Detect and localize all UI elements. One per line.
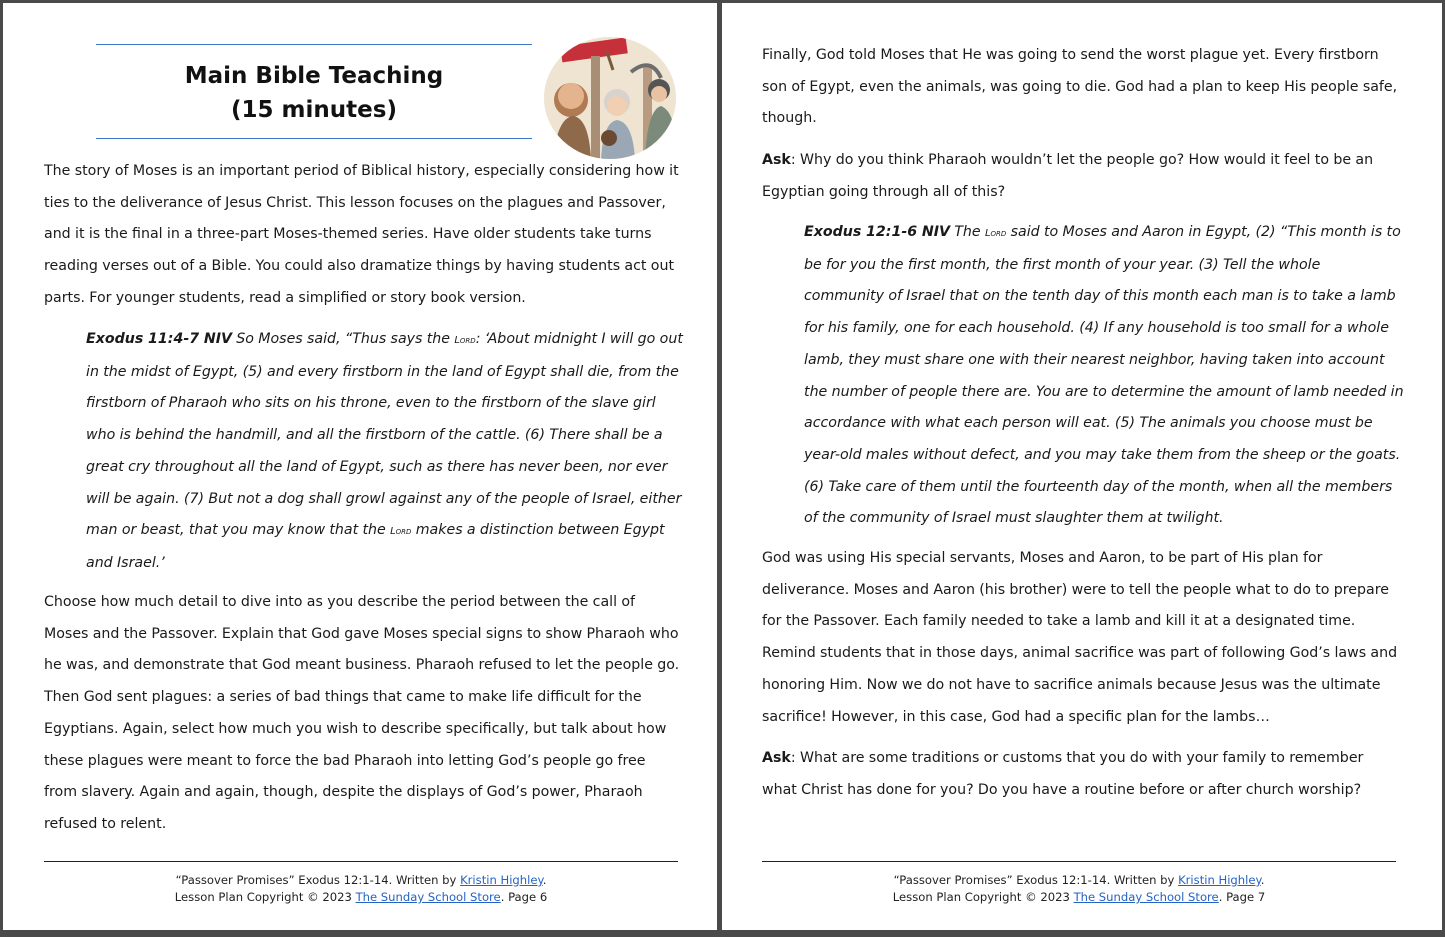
footer-line-1 [44, 872, 678, 889]
page-number: . Page 6 [500, 890, 548, 904]
ask-label: Ask [762, 152, 791, 168]
passover-intro-paragraph: Finally, God told Moses that He was going to send the worst plague yet. Every firstborn son of Egypt, even the animals, was going to die. God had a plan to keep His people safe, though. [762, 47, 1398, 127]
ask-question-2 [762, 743, 1402, 806]
lord-smallcaps: Lord [984, 228, 1007, 239]
footer-punct: . [1260, 873, 1265, 887]
deliverance-paragraph: God was using His special servants, Moses and Aaron, to be part of His plan for deliverance. Moses and Aaron (his brother) were to tell the people what to do to prepare for the Passover. Each family needed to take a lamb and kill it at a designated time. Remind students that in those days, animal sacrifice was part of following God’s laws and honoring Him. Now we do not have to sacrifice animals because Jesus was the ultimate sacrifice! However, in this case, God had a specific plan for the lambs… [762, 550, 1398, 725]
scripture-text-a: So Moses said, “Thus says the [231, 331, 455, 347]
section-title-line2: (15 minutes) [231, 97, 397, 123]
store-link[interactable]: The Sunday School Store [1073, 890, 1219, 904]
passover-doorpost-illustration [543, 36, 677, 160]
lord-smallcaps: Lord [390, 526, 412, 538]
scripture-text-a: The [949, 224, 985, 240]
footer-line-2 [44, 889, 678, 906]
lord-smallcaps: Lord [454, 335, 476, 346]
footer-credit-text: “Passover Promises” Exodus 12:1-14. Written by [175, 873, 461, 887]
ask-label: Ask [762, 750, 791, 766]
page-7 [722, 3, 1442, 930]
scripture-text-b: said to Moses and Aaron in Egypt, (2) “This month is to be for you the first month, the first month of your year. (3) Tell the whole community of Israel that on the tenth day of this month each man is to take a lamb for his family, one for each household. (4) If any household is too small for a whole lamb, they must share one with their nearest neighbor, having taken into account the number of people there are. You are to determine the amount of lamb needed in accordance with what each person will eat. (5) The animals you choose must be year-old males without defect, and you may take them from the sheep or the goats. (6) Take care of them until the fourteenth day of the month, when all the members of the community of Israel must slaughter them at twilight. [804, 224, 1404, 527]
footer-rule [44, 861, 678, 862]
author-link[interactable]: Kristin Highley [1178, 873, 1261, 887]
page-number: . Page 7 [1218, 890, 1266, 904]
store-link[interactable]: The Sunday School Store [355, 890, 501, 904]
footer-copyright-text: Lesson Plan Copyright © 2023 [892, 890, 1074, 904]
ask-question-1 [762, 145, 1402, 208]
ask-text: : What are some traditions or customs that you do with your family to remember what Christ has done for you? Do you have a routine before or after church worship? [762, 750, 1364, 798]
section-title-line1: Main Bible Teaching [184, 63, 444, 89]
intro-paragraph: The story of Moses is an important period of Biblical history, especially considering how it ties to the deliverance of Jesus Christ. This lesson focuses on the plagues and Passover, and it is the final in a three-part Moses-themed series. Have older students take turns reading verses out of a Bible. You could also dramatize things by having students act out parts. For younger students, read a simplified or story book version. [44, 163, 679, 306]
page-footer [762, 872, 1396, 906]
footer-punct: . [542, 873, 547, 887]
scripture-exodus-12 [804, 217, 1404, 535]
footer-line-2 [762, 889, 1396, 906]
scripture-text-b: : ‘About midnight I will go out in the midst of Egypt, (5) and every firstborn in the land of Egypt shall die, from the firstborn of Pharaoh who sits on his throne, even to the firstborn of the slave girl who is behind the handmill, and all the firstborn of the cattle. (6) There shall be a great cry throughout all the land of Egypt, such as there has never been, nor ever will be again. (7) But not a dog shall growl against any of the people of Israel, either man or beast, that you may know that the [86, 331, 683, 539]
footer-credit-text: “Passover Promises” Exodus 12:1-14. Written by [893, 873, 1179, 887]
scripture-exodus-11 [86, 324, 684, 580]
footer-copyright-text: Lesson Plan Copyright © 2023 [174, 890, 356, 904]
footer-line-1 [762, 872, 1396, 889]
footer-rule [762, 861, 1396, 862]
header-rule-bottom [96, 138, 532, 139]
author-link[interactable]: Kristin Highley [460, 873, 543, 887]
scripture-reference: Exodus 11:4-7 NIV [86, 331, 232, 347]
page-6 [3, 3, 717, 930]
page-footer [44, 872, 678, 906]
scripture-reference: Exodus 12:1-6 NIV [804, 224, 950, 240]
ask-text: : Why do you think Pharaoh wouldn’t let the people go? How would it feel to be an Egyptian going through all of this? [762, 152, 1374, 200]
body-paragraph: Choose how much detail to dive into as you describe the period between the call of Moses and the Passover. Explain that God gave Moses special signs to show Pharaoh who he was, and demonstrate that God meant business. Pharaoh refused to let the people go. Then God sent plagues: a series of bad things that came to make life difficult for the Egyptians. Again, select how much you wish to describe specifically, but talk about how these plagues were meant to force the bad Pharaoh into letting God’s people go free from slavery. Again and again, though, despite the displays of God’s power, Pharaoh refused to relent. [44, 594, 680, 832]
section-title [96, 59, 532, 127]
header-rule-top [96, 44, 532, 45]
scripture-text-c: makes a distinction between Egypt and Israel.’ [86, 522, 665, 571]
